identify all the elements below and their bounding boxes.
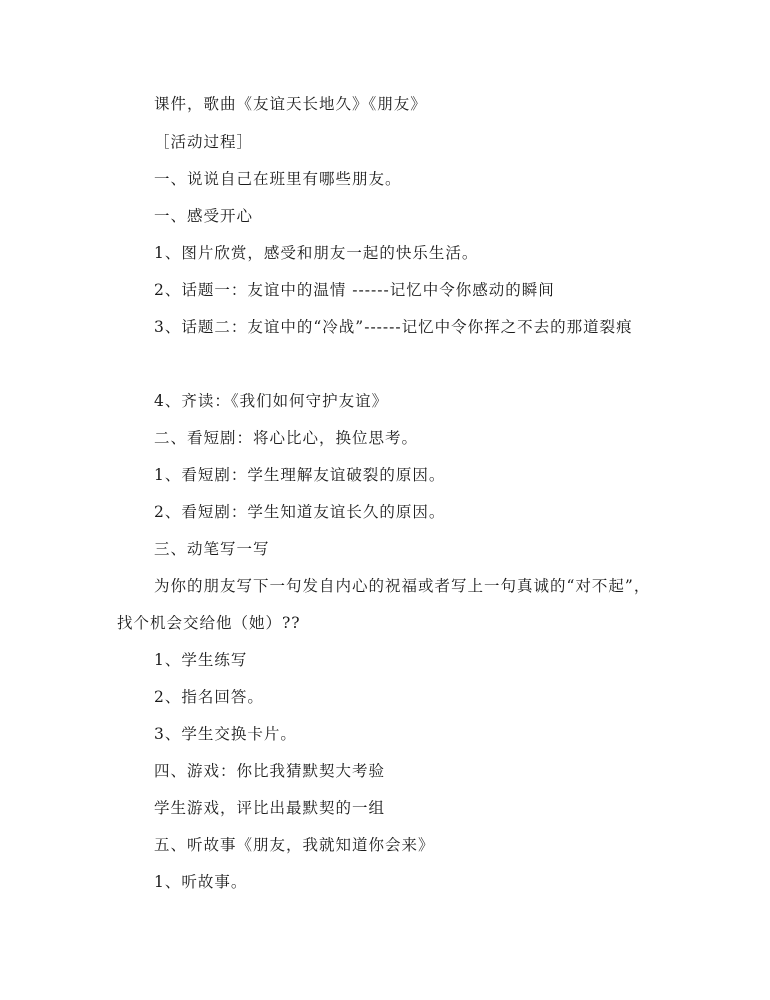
paragraph-write-instruction: 为你的朋友写下一句发自内心的祝福或者写上一句真诚的“对不起”，找个机会交给他（她）?? — [117, 577, 651, 632]
paragraph-game-description: 学生游戏，评比出最默契的一组 — [154, 799, 386, 817]
paragraph-item-exchange-cards: 3、学生交换卡片。 — [154, 725, 297, 743]
paragraph-item-answer: 2、指名回答。 — [154, 688, 264, 706]
paragraph-section-write: 三、动笔写一写 — [154, 540, 270, 558]
paragraph-section-game: 四、游戏：你比我猜默契大考验 — [154, 762, 386, 780]
paragraph-section-feel-happy: 一、感受开心 — [154, 207, 254, 225]
paragraph-item-practice: 1、学生练写 — [154, 651, 248, 669]
paragraph-item-play-two: 2、看短剧：学生知道友谊长久的原因。 — [154, 503, 446, 521]
paragraph-section-short-play: 二、看短剧：将心比心，换位思考。 — [154, 429, 419, 447]
paragraph-section-talk-friends: 一、说说自己在班里有哪些朋友。 — [154, 170, 402, 188]
paragraph-item-topic-one: 2、话题一：友谊中的温情 ------记忆中令你感动的瞬间 — [154, 281, 555, 299]
paragraph-materials: 课件，歌曲《友谊天长地久》《朋友》 — [154, 95, 427, 113]
paragraph-section-story: 五、听故事《朋友，我就知道你会来》 — [154, 836, 435, 854]
paragraph-item-read-together: 4、齐读：《我们如何守护友谊》 — [154, 392, 389, 410]
paragraph-item-play-one: 1、看短剧：学生理解友谊破裂的原因。 — [154, 466, 446, 484]
paragraph-item-listen-story: 1、听故事。 — [154, 873, 248, 891]
paragraph-activity-process-heading: ［活动过程］ — [154, 133, 254, 151]
paragraph-item-picture: 1、图片欣赏，感受和朋友一起的快乐生活。 — [154, 244, 479, 262]
paragraph-item-topic-two: 3、话题二：友谊中的“冷战”------记忆中令你挥之不去的那道裂痕 — [154, 318, 633, 336]
